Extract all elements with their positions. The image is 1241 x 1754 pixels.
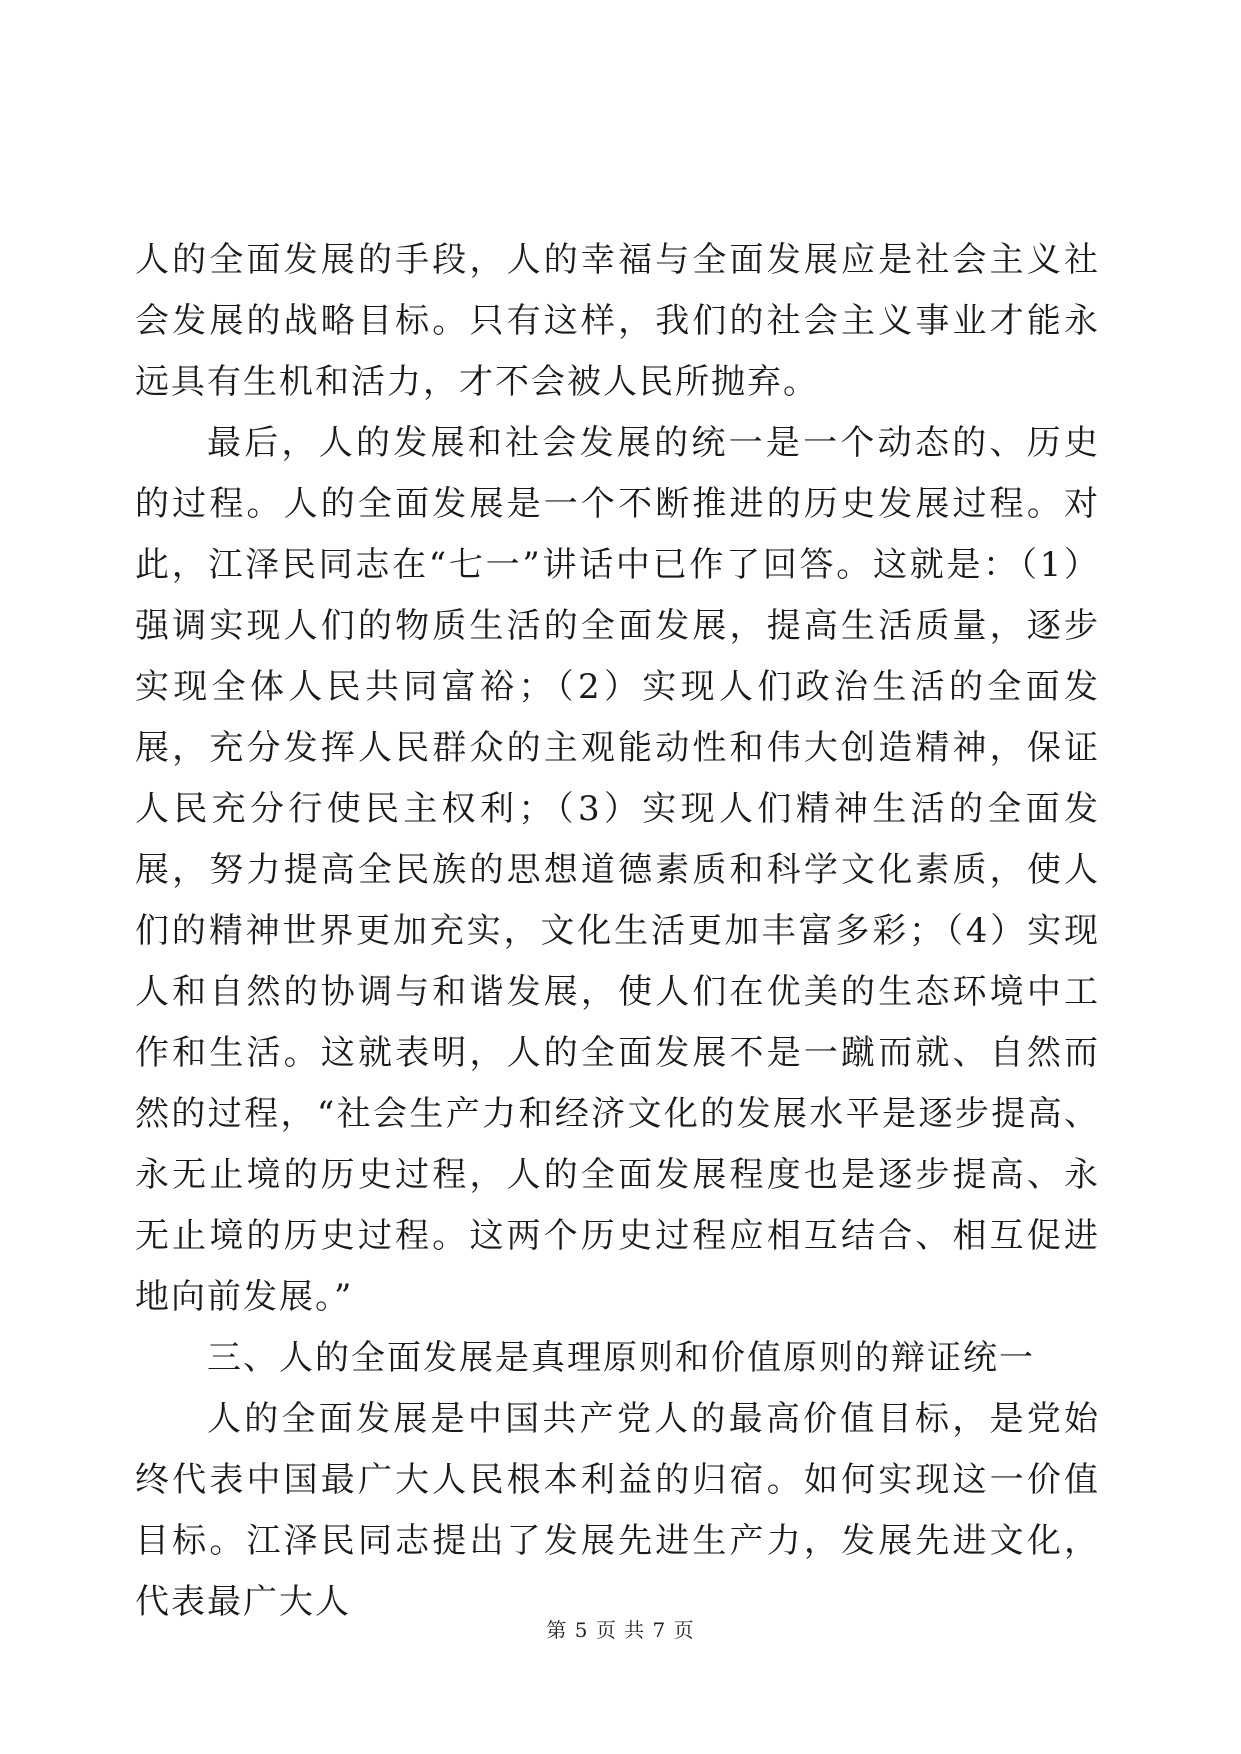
page-number-footer: 第 5 页 共 7 页 [546,1618,695,1642]
paragraph-value-goal: 人的全面发展是中国共产党人的最高价值目标，是党始终代表中国最广大人民根本利益的归宿。如何实现这一价值目标。江泽民同志提出了发展先进生产力，发展先进文化，代表最广大人 [135,1399,1100,1622]
paragraph-continued: 人的全面发展的手段，人的幸福与全面发展应是社会主义社会发展的战略目标。只有这样，我们的社会主义事业才能永远具有生机和活力，才不会被人民所抛弃。 [135,240,1100,402]
paragraph-historical-process: 最后，人的发展和社会发展的统一是一个动态的、历史的过程。人的全面发展是一个不断推进的历史发展过程。对此，江泽民同志在“七一”讲话中已作了回答。这就是：（1）强调实现人们的物质生活的全面发展，提高生活质量，逐步实现全体人民共同富裕；（2）实现人们政治生活的全面发展，充分发挥人民群众的主观能动性和伟大创造精神，保证人民充分行使民主权利；（3）实现人们精神生活的全面发展，努力提高全民族的思想道德素质和科学文化素质，使人们的精神世界更加充实，文化生活更加丰富多彩；（4）实现人和自然的协调与和谐发展，使人们在优美的生态环境中工作和生活。这就表明，人的全面发展不是一蹴而就、自然而然的过程，“社会生产力和经济文化的发展水平是逐步提高、永无止境的历史过程，人的全面发展程度也是逐步提高、永无止境的历史过程。这两个历史过程应相互结合、相互促进地向前发展。” [135,423,1100,1317]
section-heading: 三、人的全面发展是真理原则和价值原则的辩证统一 [207,1338,1035,1378]
document-body [135,230,1100,1633]
